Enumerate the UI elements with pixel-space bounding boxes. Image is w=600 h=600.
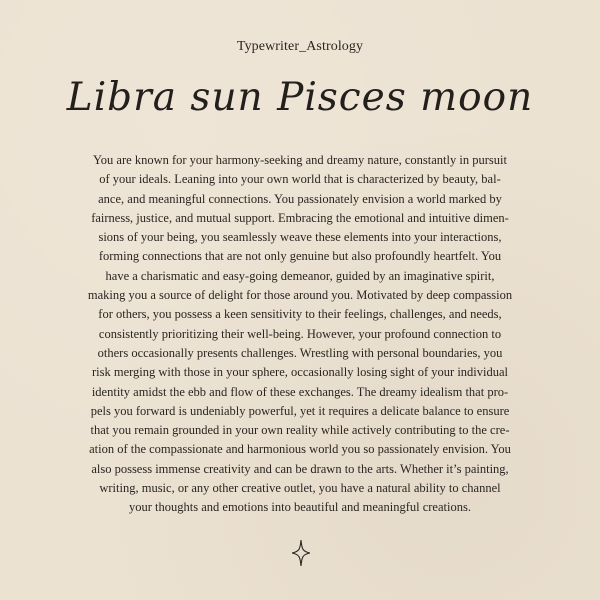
body-line: that you remain grounded in your own reality while actively contributing to the cre- [90, 423, 510, 438]
body-line: for others, you possess a keen sensitivity to their feelings, challenges, and needs, [98, 307, 502, 322]
body-line: your thoughts and emotions into beautiful and meaningful creations. [129, 500, 471, 515]
page-title: Libra sun Pisces moon [66, 75, 534, 120]
body-line: have a charismatic and easy-going demeanor, guided by an imaginative spirit, [105, 268, 495, 283]
body-line: writing, music, or any other creative outlet, you have a natural ability to channel [99, 481, 501, 496]
body-line: making you a source of delight for those around you. Motivated by deep compassion [87, 288, 513, 303]
body-line: risk merging with those in your sphere, occasionally losing sight of your individual [91, 365, 509, 380]
body-line: others occasionally presents challenges. Wrestling with personal boundaries, you [97, 345, 503, 360]
body-text [86, 151, 514, 518]
body-line: consistently prioritizing their well-being. However, your profound connection to [98, 326, 502, 341]
body-line: fairness, justice, and mutual support. Embracing the emotional and intuitive dimen- [91, 210, 509, 225]
body-line: ation of the compassionate and harmonious world you so passionately envision. You [89, 442, 511, 457]
body-line: sions of your being, you seamlessly weave these elements into your interactions, [98, 230, 502, 245]
body-line: of your ideals. Leaning into your own world that is characterized by beauty, bal- [99, 172, 501, 187]
account-handle: Typewriter_Astrology [236, 39, 364, 54]
body-line: You are known for your harmony-seeking and dreamy nature, constantly in pursuit [93, 153, 507, 167]
sparkle-icon [292, 540, 310, 566]
body-line: ance, and meaningful connections. You passionately envision a world marked by [98, 191, 502, 206]
body-line: forming connections that are not only genuine but also profoundly heartfelt. You [98, 249, 502, 264]
body-line: identity amidst the ebb and flow of these exchanges. The dreamy idealism that pro- [91, 384, 509, 399]
body-line: also possess immense creativity and can be drawn to the arts. Whether it’s painting, [91, 461, 509, 476]
body-line: pels you forward is undeniably powerful, yet it requires a delicate balance to ensure [90, 403, 510, 418]
